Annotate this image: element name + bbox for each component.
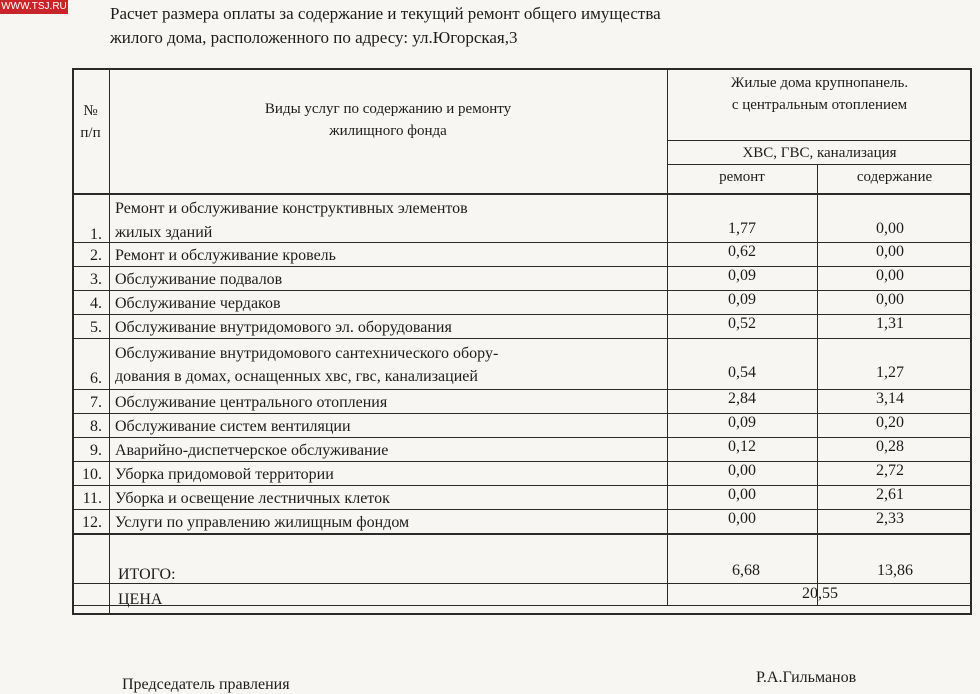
repair-value: 0,52 [728,315,756,332]
table-divider [817,164,818,605]
header-services-line2: жилищного фонда [329,123,447,139]
service-name: Обслуживание чердаков [115,295,281,312]
maintenance-value: 0,00 [876,243,904,260]
service-name-line1: Обслуживание внутридомового сантехнического обору- [115,345,499,362]
price-label: ЦЕНА [118,591,163,608]
header-services-line1: Виды услуг по содержанию и ремонту [264,101,512,117]
table-divider [72,583,972,584]
table-divider [72,314,972,315]
header-building-line2: с центральным отоплением [731,97,908,113]
table-divider [72,605,972,606]
table-divider [72,461,972,462]
repair-value: 0,09 [728,414,756,431]
header-num-line1: № [83,103,98,119]
row-number: 6. [90,370,102,387]
maintenance-value: 0,00 [876,220,904,237]
maintenance-value: 0,00 [876,291,904,308]
maintenance-value: 1,27 [876,364,904,381]
repair-value: 0,62 [728,243,756,260]
row-number: 4. [90,295,102,312]
repair-value: 2,84 [728,390,756,407]
service-name: Услуги по управлению жилищным фондом [115,514,410,531]
table-divider [72,437,972,438]
service-name: Обслуживание центрального отопления [115,394,388,411]
total-label: ИТОГО: [118,566,176,583]
service-name: Уборка и освещение лестничных клеток [115,490,390,507]
signature-name: Р.А.Гильманов [756,669,857,686]
service-name: Уборка придомовой территории [115,466,334,483]
repair-value: 0,00 [728,510,756,527]
price-value: 20,55 [802,585,838,602]
row-number: 11. [82,490,102,507]
header-num [72,100,109,144]
service-name-line1: Ремонт и обслуживание конструктивных элементов [115,200,468,217]
maintenance-value: 0,28 [876,438,904,455]
row-number: 7. [90,394,102,411]
repair-value: 0,54 [728,364,756,381]
maintenance-value: 2,61 [876,486,904,503]
table-divider [667,164,972,165]
table-divider [667,140,972,141]
header-col-maintenance: содержание [856,169,933,185]
repair-value: 1,77 [728,220,756,237]
table-divider [72,193,972,195]
document-title-line1: Расчет размера оплаты за содержание и текущий ремонт общего имущества [110,4,661,23]
row-number: 2. [90,247,102,264]
repair-value: 0,12 [728,438,756,455]
table-divider [72,266,972,267]
row-number: 10. [82,466,102,483]
header-col-repair: ремонт [719,169,765,185]
header-building-type [667,72,972,116]
table-divider [72,242,972,243]
header-utilities: ХВС, ГВС, канализация [742,145,897,161]
row-number: 9. [90,442,102,459]
signature-position: Председатель правления [122,676,290,693]
maintenance-value: 2,72 [876,462,904,479]
service-name-line2: жилых зданий [115,224,213,241]
maintenance-value: 0,20 [876,414,904,431]
watermark-logo: WWW.TSJ.RU [1,1,67,12]
total-maintenance-value: 13,86 [877,562,913,579]
table-divider [72,413,972,414]
table-divider [72,509,972,510]
header-building-line1: Жилые дома крупнопанель. [730,75,909,91]
row-number: 8. [90,418,102,435]
repair-value: 0,09 [728,291,756,308]
service-name: Аварийно-диспетчерское обслуживание [115,442,389,459]
repair-value: 0,00 [728,486,756,503]
service-name: Ремонт и обслуживание кровель [115,247,336,264]
total-repair-value: 6,68 [732,562,760,579]
maintenance-value: 3,14 [876,390,904,407]
table-divider [72,533,972,535]
table-divider [72,485,972,486]
maintenance-value: 1,31 [876,315,904,332]
table-divider [72,290,972,291]
maintenance-value: 0,00 [876,267,904,284]
row-number: 3. [90,271,102,288]
header-services [109,98,667,142]
document-title-line2: жилого дома, расположенного по адресу: ул.Югорская,3 [110,28,518,47]
service-name: Обслуживание систем вентиляции [115,418,351,435]
row-number: 12. [82,514,102,531]
table-divider [72,338,972,339]
service-name: Обслуживание внутридомового эл. оборудования [115,319,452,336]
header-num-line2: п/п [80,125,101,141]
row-number: 1. [90,226,102,243]
service-name: Обслуживание подвалов [115,271,283,288]
maintenance-value: 2,33 [876,510,904,527]
repair-value: 0,00 [728,462,756,479]
service-name-line2: дования в домах, оснащенных хвс, гвс, канализацией [115,368,478,385]
table-divider [72,389,972,390]
repair-value: 0,09 [728,267,756,284]
row-number: 5. [90,319,102,336]
